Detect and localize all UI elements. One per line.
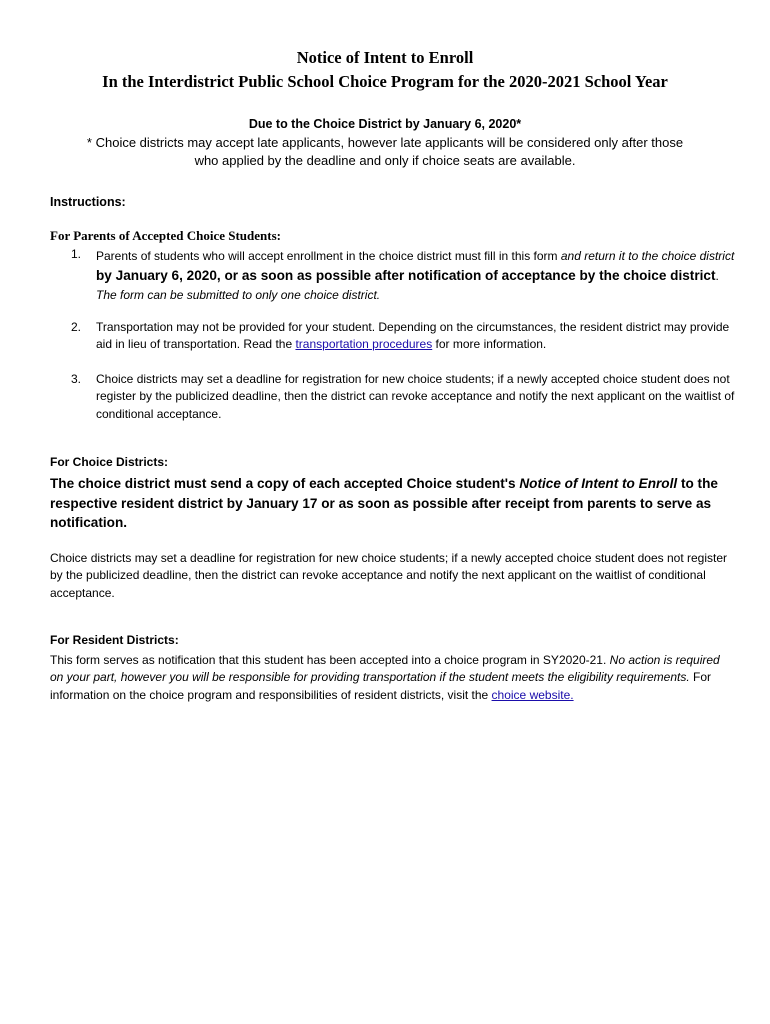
parents-heading: For Parents of Accepted Choice Students: <box>50 228 281 243</box>
resident-districts-paragraph <box>50 652 730 704</box>
late-note-line2: who applied by the deadline and only if choice seats are available. <box>194 153 576 168</box>
item-3-number: 3. <box>71 372 82 386</box>
item-1-number: 1. <box>71 247 82 261</box>
item-1-italic: and return it to the choice district <box>560 249 735 263</box>
resident-italic-note: No action is required on your part, however you will be responsible for providing transportation if the student meets the eligibility requirements. <box>50 653 720 685</box>
choice-requirement-text: The choice district must send a copy of each accepted Choice student's <box>50 476 520 491</box>
resident-text: This form serves as notification that this student has been accepted into a choice program in SY2020-21. <box>50 653 610 667</box>
resident-text-end: For information on the choice program and responsibilities of resident districts, visit the <box>50 670 712 702</box>
parents-item-3: Choice districts may set a deadline for registration for new choice students; if a newly accepted choice student does not register by the publicized deadline, then the district can revoke acceptance and notify the next applicant on the waitlist of conditional acceptance. <box>96 372 735 421</box>
choice-districts-heading: For Choice Districts: <box>50 455 169 469</box>
item-2-text-end: for more information. <box>432 337 547 352</box>
parents-item-2 <box>96 319 736 354</box>
choice-districts-requirement <box>50 474 725 533</box>
due-heading: Due to the Choice District by January 6, 2020* <box>248 117 522 131</box>
instructions-label: Instructions: <box>50 195 126 209</box>
parents-item-1 <box>96 246 736 305</box>
resident-districts-heading: For Resident Districts: <box>50 633 179 647</box>
late-note-line1: * Choice districts may accept late applicants, however late applicants will be considered only after those <box>86 135 684 150</box>
choice-districts-paragraph: Choice districts may set a deadline for registration for new choice students; if a newly accepted choice student does not register by the publicized deadline, then the district can revoke acceptance and notify the next applicant on the waitlist of conditional acceptance. <box>50 551 728 600</box>
choice-requirement-text-end: to the respective resident district by January 17 or as soon as possible after receipt from parents to serve as notification. <box>50 476 718 530</box>
item-1-deadline: by January 6, 2020, or as soon as possible after notification of acceptance by the choice district <box>96 268 716 283</box>
item-2-text: Transportation may not be provided for your student. Depending on the circumstances, the resident district may provide aid in lieu of transportation. Read the <box>96 320 730 352</box>
notice-of-intent-term: Notice of Intent to Enroll <box>519 476 678 491</box>
item-2-number: 2. <box>71 320 82 334</box>
page-title: Notice of Intent to Enroll <box>296 48 474 67</box>
transportation-procedures-link[interactable]: transportation procedures <box>295 337 433 352</box>
item-1-text: Parents of students who will accept enrollment in the choice district must fill in this form <box>96 249 561 263</box>
choice-website-link[interactable]: choice website. <box>491 687 574 702</box>
item-1-note: The form can be submitted to only one choice district. <box>96 288 381 302</box>
item-1-period: . <box>715 269 719 283</box>
page-subtitle: In the Interdistrict Public School Choice Program for the 2020-2021 School Year <box>102 72 668 91</box>
